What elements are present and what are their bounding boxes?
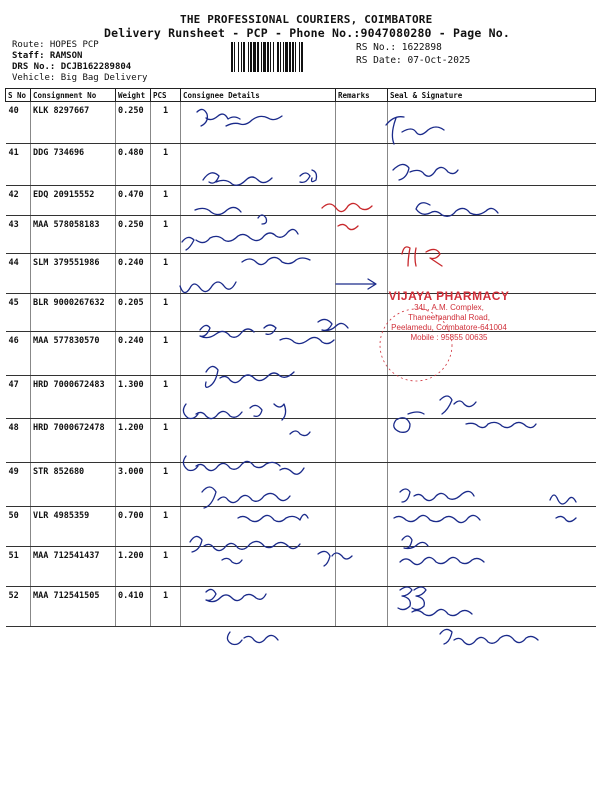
stamp-line-3: Peelamedu, Coimbatore-641004 xyxy=(391,323,507,332)
row-pcs: 1 xyxy=(151,332,181,376)
row-seal-signature xyxy=(388,216,596,254)
row-consignee-details xyxy=(181,254,336,294)
table-row xyxy=(6,507,596,547)
row-consignee-details xyxy=(181,144,336,186)
row-seal-signature xyxy=(388,507,596,547)
row-remarks xyxy=(336,419,388,463)
row-pcs: 1 xyxy=(151,254,181,294)
company-name: THE PROFESSIONAL COURIERS, COIMBATORE xyxy=(180,13,433,26)
row-weight: 0.250 xyxy=(116,216,151,254)
barcode-bar xyxy=(234,42,235,72)
row-remarks xyxy=(336,376,388,419)
row-pcs: 1 xyxy=(151,216,181,254)
runsheet-table xyxy=(5,88,596,627)
row-pcs: 1 xyxy=(151,294,181,332)
row-consignee-details xyxy=(181,507,336,547)
row-remarks xyxy=(336,216,388,254)
table-row xyxy=(6,587,596,627)
row-consignment-no: HRD 7000672478 xyxy=(31,419,116,463)
row-consignee-details xyxy=(181,332,336,376)
barcode-bar xyxy=(253,42,256,72)
barcode-bar xyxy=(257,42,259,72)
row-seal-signature xyxy=(388,419,596,463)
row-weight: 0.480 xyxy=(116,144,151,186)
row-pcs: 1 xyxy=(151,376,181,419)
table-row xyxy=(6,463,596,507)
row-weight: 1.300 xyxy=(116,376,151,419)
row-consignment-no: HRD 7000672483 xyxy=(31,376,116,419)
table-row xyxy=(6,419,596,463)
row-sno: 46 xyxy=(6,332,31,376)
runsheet-title: Delivery Runsheet - PCP - Phone No.:9047080280 - Page No. xyxy=(104,26,511,40)
staff-label: Staff: RAMSON xyxy=(12,51,83,61)
row-pcs: 1 xyxy=(151,507,181,547)
row-seal-signature xyxy=(388,463,596,507)
row-remarks xyxy=(336,254,388,294)
stamp-name: VIJAYA PHARMACY xyxy=(388,289,510,303)
column-header-seal: Seal & Signature xyxy=(388,89,596,102)
row-sno: 41 xyxy=(6,144,31,186)
row-seal-signature xyxy=(388,547,596,587)
table-row xyxy=(6,254,596,294)
row-seal-signature xyxy=(388,144,596,186)
table-row xyxy=(6,216,596,254)
row-remarks xyxy=(336,144,388,186)
table-row xyxy=(6,144,596,186)
row-consignee-details xyxy=(181,376,336,419)
row-sno: 40 xyxy=(6,102,31,144)
barcode-bar xyxy=(248,42,249,72)
row-consignment-no: MAA 577830570 xyxy=(31,332,116,376)
row-consignment-no: VLR 4985359 xyxy=(31,507,116,547)
row-remarks xyxy=(336,463,388,507)
barcode-bar xyxy=(250,42,252,72)
barcode-bar xyxy=(295,42,296,72)
row-consignee-details xyxy=(181,186,336,216)
row-consignee-details xyxy=(181,587,336,627)
row-seal-signature xyxy=(388,102,596,144)
row-consignee-details xyxy=(181,419,336,463)
barcode-bar xyxy=(299,42,300,72)
row-weight: 1.200 xyxy=(116,547,151,587)
row-consignment-no: MAA 712541505 xyxy=(31,587,116,627)
row-seal-signature xyxy=(388,186,596,216)
row-weight: 1.200 xyxy=(116,419,151,463)
row-weight: 0.250 xyxy=(116,102,151,144)
row-weight: 0.205 xyxy=(116,294,151,332)
column-header-weight: Weight xyxy=(116,89,151,102)
row-sno: 45 xyxy=(6,294,31,332)
row-weight: 0.410 xyxy=(116,587,151,627)
table-row xyxy=(6,376,596,419)
row-consignment-no: DDG 734696 xyxy=(31,144,116,186)
row-consignment-no: BLR 9000267632 xyxy=(31,294,116,332)
barcode-bar xyxy=(277,42,279,72)
table-header-row xyxy=(6,89,596,102)
row-remarks xyxy=(336,547,388,587)
row-sno: 43 xyxy=(6,216,31,254)
row-sno: 50 xyxy=(6,507,31,547)
row-weight: 3.000 xyxy=(116,463,151,507)
column-header-consignee: Consignee Details xyxy=(181,89,336,102)
barcode-bar xyxy=(261,42,262,72)
stamp-line-1: 34L, A.M. Complex, xyxy=(414,303,484,312)
row-pcs: 1 xyxy=(151,463,181,507)
barcode xyxy=(230,42,348,72)
stamp-line-2: Thaneerpandhal Road, xyxy=(408,313,490,322)
row-consignment-no: SLM 379551986 xyxy=(31,254,116,294)
row-consignment-no: STR 852680 xyxy=(31,463,116,507)
vehicle-label: Vehicle: Big Bag Delivery xyxy=(12,73,148,83)
row-pcs: 1 xyxy=(151,102,181,144)
barcode-bar xyxy=(285,42,288,72)
row-consignment-no: KLK 8297667 xyxy=(31,102,116,144)
row-weight: 0.700 xyxy=(116,507,151,547)
row-pcs: 1 xyxy=(151,186,181,216)
barcode-bar xyxy=(231,42,233,72)
barcode-bar xyxy=(289,42,291,72)
drs-number: DRS No.: DCJB162289804 xyxy=(12,62,132,72)
row-remarks xyxy=(336,587,388,627)
row-sno: 51 xyxy=(6,547,31,587)
stamp-line-4: Mobile : 95855 00635 xyxy=(410,333,488,342)
row-pcs: 1 xyxy=(151,144,181,186)
signature-row-52 xyxy=(227,629,538,644)
column-header-sno: S No xyxy=(6,89,31,102)
pharmacy-stamp xyxy=(374,289,524,343)
row-consignee-details xyxy=(181,102,336,144)
barcode-bar xyxy=(241,42,242,72)
barcode-bar xyxy=(301,42,303,72)
row-seal-signature xyxy=(388,254,596,294)
table-row xyxy=(6,102,596,144)
row-pcs: 1 xyxy=(151,419,181,463)
row-consignee-details xyxy=(181,216,336,254)
row-consignment-no: EDQ 20915552 xyxy=(31,186,116,216)
column-header-remarks: Remarks xyxy=(336,89,388,102)
row-pcs: 1 xyxy=(151,547,181,587)
row-remarks xyxy=(336,102,388,144)
row-sno: 44 xyxy=(6,254,31,294)
row-consignee-details xyxy=(181,547,336,587)
route-label: Route: HOPES PCP xyxy=(12,40,99,50)
barcode-bar xyxy=(267,42,269,72)
barcode-bar xyxy=(280,42,281,72)
barcode-bar xyxy=(273,42,274,72)
row-consignee-details xyxy=(181,294,336,332)
row-remarks xyxy=(336,186,388,216)
row-remarks xyxy=(336,507,388,547)
table-row xyxy=(6,547,596,587)
column-header-consignment: Consignment No xyxy=(31,89,116,102)
barcode-bar xyxy=(243,42,245,72)
barcode-bar xyxy=(292,42,294,72)
rs-number: RS No.: 1622898 xyxy=(356,42,442,53)
barcode-bar xyxy=(283,42,284,72)
barcode-bar xyxy=(270,42,271,72)
row-sno: 52 xyxy=(6,587,31,627)
table-row xyxy=(6,186,596,216)
row-consignment-no: MAA 578058183 xyxy=(31,216,116,254)
row-sno: 48 xyxy=(6,419,31,463)
row-consignment-no: MAA 712541437 xyxy=(31,547,116,587)
row-sno: 49 xyxy=(6,463,31,507)
barcode-bar xyxy=(263,42,266,72)
row-sno: 47 xyxy=(6,376,31,419)
rs-date: RS Date: 07-Oct-2025 xyxy=(356,55,471,66)
row-weight: 0.240 xyxy=(116,254,151,294)
row-sno: 42 xyxy=(6,186,31,216)
barcode-bar xyxy=(238,42,239,72)
column-header-pcs: PCS xyxy=(151,89,181,102)
row-weight: 0.240 xyxy=(116,332,151,376)
row-weight: 0.470 xyxy=(116,186,151,216)
row-consignee-details xyxy=(181,463,336,507)
row-seal-signature xyxy=(388,376,596,419)
row-pcs: 1 xyxy=(151,587,181,627)
row-seal-signature xyxy=(388,587,596,627)
